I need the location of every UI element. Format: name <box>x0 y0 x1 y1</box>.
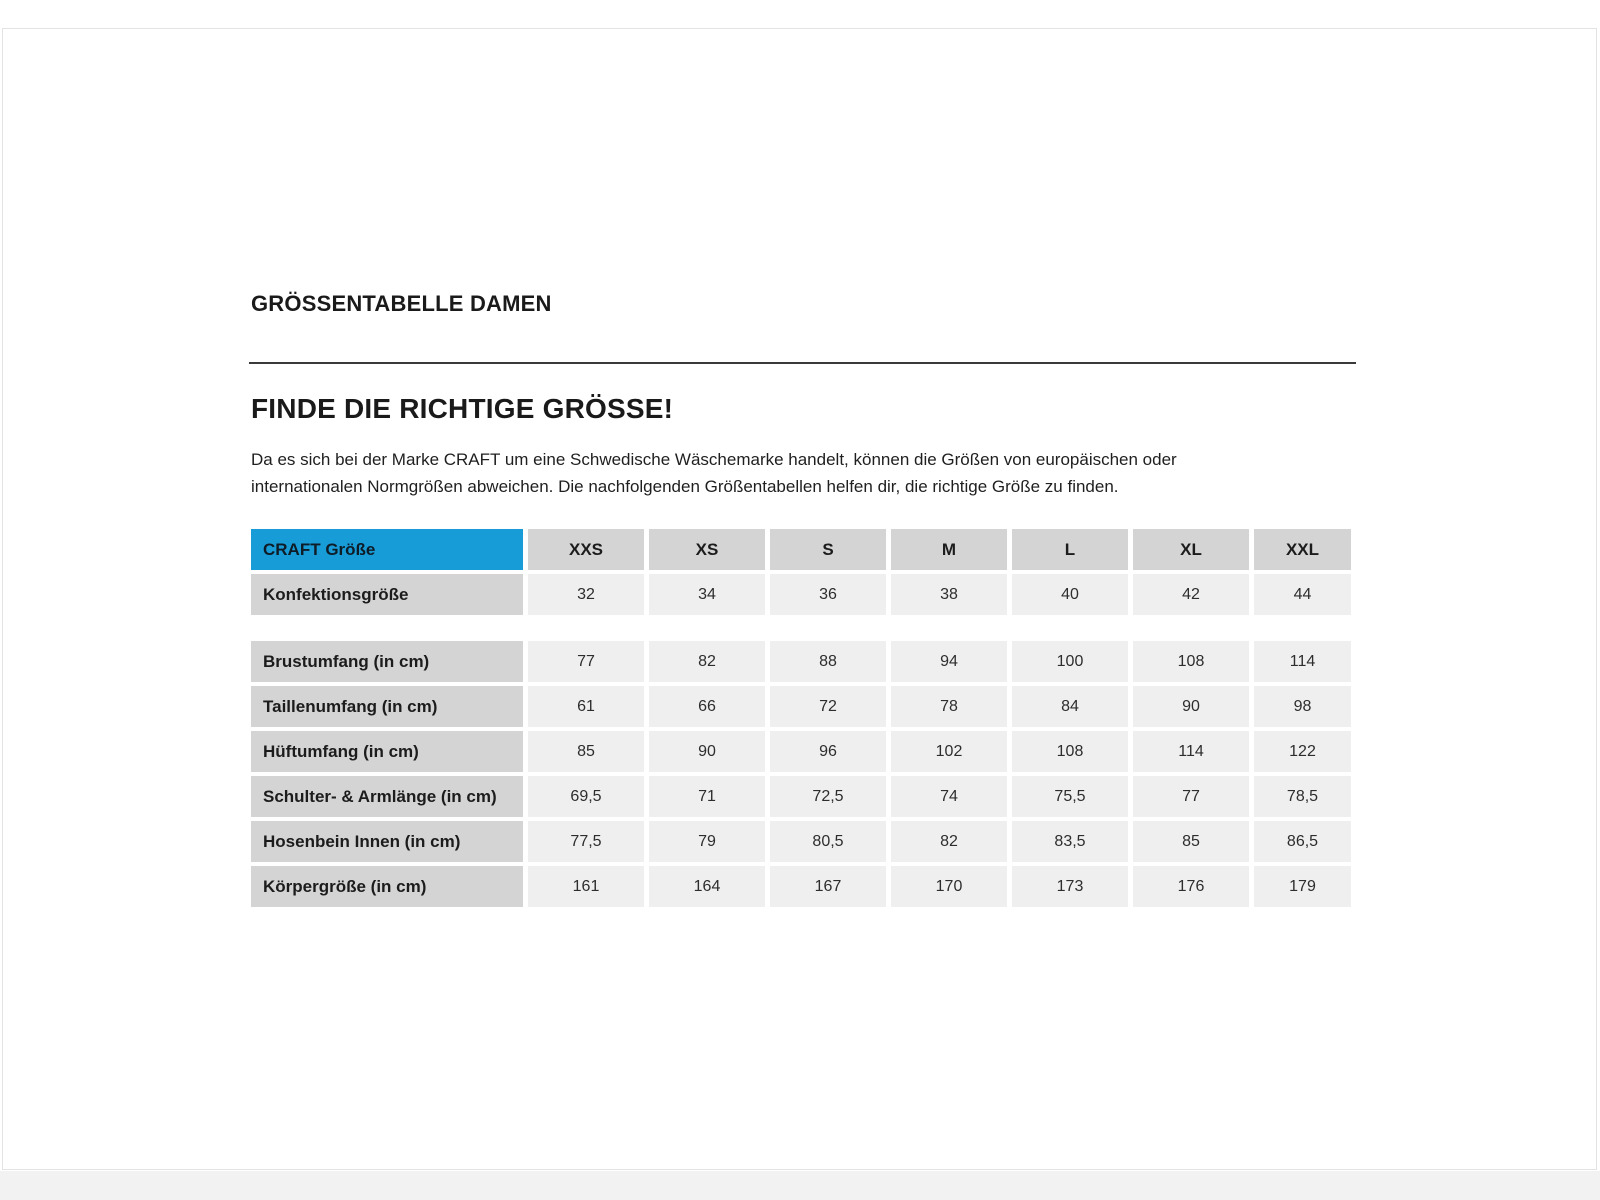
row-label-konfektionsgroesse: Konfektionsgröße <box>251 574 523 615</box>
value-cell: 94 <box>891 641 1007 682</box>
content-card <box>2 28 1597 1170</box>
intro-line-1: Da es sich bei der Marke CRAFT um eine Schwedische Wäschemarke handelt, können die Größen von europäischen oder <box>251 450 1177 469</box>
value-cell: 40 <box>1012 574 1128 615</box>
value-cell: 98 <box>1254 686 1351 727</box>
value-cell: 32 <box>528 574 644 615</box>
value-cell: 72,5 <box>770 776 886 817</box>
size-column-header-xxl: XXL <box>1254 529 1351 570</box>
value-cell: 88 <box>770 641 886 682</box>
value-cell: 61 <box>528 686 644 727</box>
value-cell: 164 <box>649 866 765 907</box>
value-cell: 176 <box>1133 866 1249 907</box>
value-cell: 173 <box>1012 866 1128 907</box>
value-cell: 79 <box>649 821 765 862</box>
value-cell: 42 <box>1133 574 1249 615</box>
value-cell: 69,5 <box>528 776 644 817</box>
value-cell: 77,5 <box>528 821 644 862</box>
value-cell: 77 <box>1133 776 1249 817</box>
value-cell: 82 <box>891 821 1007 862</box>
value-cell: 66 <box>649 686 765 727</box>
value-cell: 122 <box>1254 731 1351 772</box>
value-cell: 82 <box>649 641 765 682</box>
value-cell: 170 <box>891 866 1007 907</box>
row-label-hosenbein-innen: Hosenbein Innen (in cm) <box>251 821 523 862</box>
value-cell: 100 <box>1012 641 1128 682</box>
value-cell: 96 <box>770 731 886 772</box>
page-title: GRÖSSENTABELLE DAMEN <box>251 291 552 316</box>
value-cell: 44 <box>1254 574 1351 615</box>
value-cell: 77 <box>528 641 644 682</box>
value-cell: 36 <box>770 574 886 615</box>
section-heading: FINDE DIE RICHTIGE GRÖSSE! <box>251 393 674 424</box>
intro-paragraph <box>251 446 1311 500</box>
value-cell: 114 <box>1254 641 1351 682</box>
table-spacer-row <box>251 619 1351 637</box>
value-cell: 179 <box>1254 866 1351 907</box>
row-label-brustumfang: Brustumfang (in cm) <box>251 641 523 682</box>
row-label-schulter-armlaenge: Schulter- & Armlänge (in cm) <box>251 776 523 817</box>
value-cell: 90 <box>1133 686 1249 727</box>
value-cell: 108 <box>1133 641 1249 682</box>
row-label-hueftumfang: Hüftumfang (in cm) <box>251 731 523 772</box>
size-column-header-s: S <box>770 529 886 570</box>
value-cell: 83,5 <box>1012 821 1128 862</box>
row-label-koerpergroesse: Körpergröße (in cm) <box>251 866 523 907</box>
value-cell: 90 <box>649 731 765 772</box>
value-cell: 75,5 <box>1012 776 1128 817</box>
value-cell: 80,5 <box>770 821 886 862</box>
row-label-taillenumfang: Taillenumfang (in cm) <box>251 686 523 727</box>
value-cell: 78 <box>891 686 1007 727</box>
value-cell: 84 <box>1012 686 1128 727</box>
value-cell: 85 <box>1133 821 1249 862</box>
value-cell: 161 <box>528 866 644 907</box>
value-cell: 71 <box>649 776 765 817</box>
value-cell: 38 <box>891 574 1007 615</box>
value-cell: 78,5 <box>1254 776 1351 817</box>
size-column-header-xs: XS <box>649 529 765 570</box>
table-corner-header: CRAFT Größe <box>251 529 523 570</box>
value-cell: 34 <box>649 574 765 615</box>
intro-line-2: internationalen Normgrößen abweichen. Die nachfolgenden Größentabellen helfen dir, die richtige Größe zu finden. <box>251 477 1119 496</box>
size-table <box>251 529 1351 907</box>
value-cell: 74 <box>891 776 1007 817</box>
value-cell: 114 <box>1133 731 1249 772</box>
value-cell: 85 <box>528 731 644 772</box>
size-column-header-m: M <box>891 529 1007 570</box>
value-cell: 167 <box>770 866 886 907</box>
value-cell: 102 <box>891 731 1007 772</box>
page-background-strip <box>0 1171 1600 1200</box>
value-cell: 86,5 <box>1254 821 1351 862</box>
size-column-header-l: L <box>1012 529 1128 570</box>
section-divider <box>249 362 1356 364</box>
size-column-header-xl: XL <box>1133 529 1249 570</box>
value-cell: 72 <box>770 686 886 727</box>
value-cell: 108 <box>1012 731 1128 772</box>
size-column-header-xxs: XXS <box>528 529 644 570</box>
